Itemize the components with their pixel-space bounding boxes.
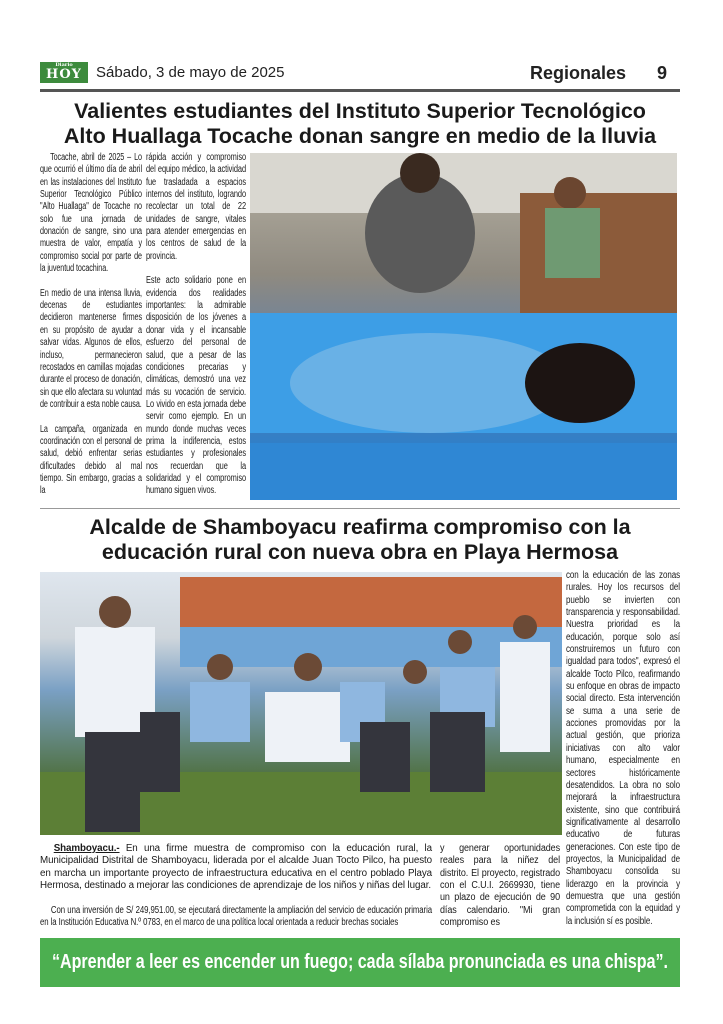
blood-donation-photo — [250, 153, 677, 500]
headline-line: Alcalde de Shamboyacu reafirma compromiso con la — [89, 515, 631, 539]
logo-big-text: HOY — [46, 67, 82, 82]
article2-body-para2 — [40, 905, 432, 930]
issue-date: Sábado, 3 de mayo de 2025 — [96, 64, 285, 81]
article-divider — [40, 508, 680, 509]
paragraph: rápida acción y compromiso del equipo médico, la actividad fue trasladada a espacios internos del instituto, logrando recolectar un total de 22 unidades de sangre, vitales para atender emergencias en los centros de salud de la provincia. — [146, 152, 246, 262]
pull-quote-text: “Aprender a leer es encender un fuego; cada sílaba pronunciada es una chispa”. — [52, 951, 669, 973]
photo-illustration — [40, 572, 562, 835]
paragraph: La campaña, organizada en coordinación con el personal de salud, debió enfrentar serias dificultades debido al mal tiempo. Sin embargo, gracias a la — [40, 423, 142, 497]
page-number: 9 — [657, 63, 668, 83]
header-rule — [40, 89, 680, 92]
paragraph: y generar oportunidades reales para la niñez del distrito. El proyecto, registrado con el C.U.I. 2669930, tiene un plazo de ejecución de 90 días calendario. "Mi gran compromiso es — [440, 843, 560, 929]
article1-headline — [40, 99, 680, 149]
article2-column-mid — [440, 843, 560, 929]
headline-line: Valientes estudiantes del Instituto Superior Tecnológico — [74, 99, 646, 123]
headline-line: Alto Huallaga Tocache donan sangre en medio de la lluvia — [63, 124, 657, 148]
photo-illustration — [250, 153, 677, 500]
section-name: Regionales — [530, 63, 627, 83]
article2-column-right — [566, 570, 680, 928]
headline-line: educación rural con nueva obra en Playa Hermosa — [101, 540, 619, 564]
lead-text: En una firme muestra de compromiso con la educación rural, la Municipalidad Distrital de Shamboyacu, liderada por el alcalde Juan Tocto Pilco, ha puesto en marcha un importante proyecto de infraestructura educativa en el centro poblado Playa Hermosa, destinado a mejorar las condiciones de aprendizaje de los niños y niñas del lugar. — [40, 843, 432, 892]
logo-small-text: Diario — [55, 62, 73, 68]
paragraph — [40, 843, 432, 892]
article1-column-2 — [146, 152, 246, 498]
newspaper-logo — [40, 62, 88, 83]
paragraph: con la educación de las zonas rurales. Hoy los recursos del pueblo se invierten con transparencia y responsabilidad. Nuestra prioridad es la educación, porque solo así construiremos un futuro con igualdad para todos", expresó el alcalde Tocto Pilco, reafirmando su enfoque en obras de impacto social directo. Esta intervención se suma a una serie de acciones promovidas por la actual gestión, que prioriza iniciativas con alto valor humano, especialmente en sectores históricamente desatendidos. La obra no solo mejorará la infraestructura existente, sino que contribuirá significativamente al desarrollo educativo de futuras generaciones. Con este tipo de proyectos, la Municipalidad de Shamboyacu consolida su liderazgo en la provincia y demuestra que una gestión comprometida con la equidad y la inclusión sí es posible. — [566, 570, 680, 927]
paragraph: En medio de una intensa lluvia, decenas de estudiantes decidieron mantenerse firmes en su propósito de ayudar a salvar vidas. Algunos de ellos, incluso, permanecieron recostados en camillas mojadas durante el proceso de donación, sin que ello afectara su voluntad de contribuir a esta noble causa. — [40, 287, 142, 410]
article1-column-1 — [40, 152, 142, 498]
dateline: Shamboyacu.- — [53, 843, 120, 854]
school-group-photo — [40, 572, 562, 835]
article2-headline — [40, 515, 680, 565]
paragraph: Este acto solidario pone en evidencia dos realidades importantes: la admirable disposición de los jóvenes a donar vida y el incansable esfuerzo del personal de salud, que a pesar de las condiciones precarias y climáticas, demostró una vez más su vocación de servicio. Lo vivido en esta jornada debe servir como ejemplo. En un mundo donde muchas veces prima la indiferencia, estos estudiantes y profesionales nos recuerdan que la solidaridad y el compromiso humano siguen vivos. — [146, 275, 246, 497]
pull-quote-banner — [40, 938, 680, 987]
paragraph: Con una inversión de S/ 249,951.00, se ejecutará directamente la ampliación del servicio de educación primaria en la Institución Educativa N.º 0783, en el marco de una política local orientada a reducir brechas sociales — [40, 905, 432, 929]
paragraph: Tocache, abril de 2025 – Lo que ocurrió el último día de abril en las instalaciones del Instituto Superior Tecnológico Público "Alto Huallaga" de Tocache no solo fue una jornada de donación de sangre, sino una muestra de valor, empatía y compromiso social por parte de la juventud tocachina. — [40, 152, 142, 275]
article2-body-lead — [40, 843, 432, 892]
